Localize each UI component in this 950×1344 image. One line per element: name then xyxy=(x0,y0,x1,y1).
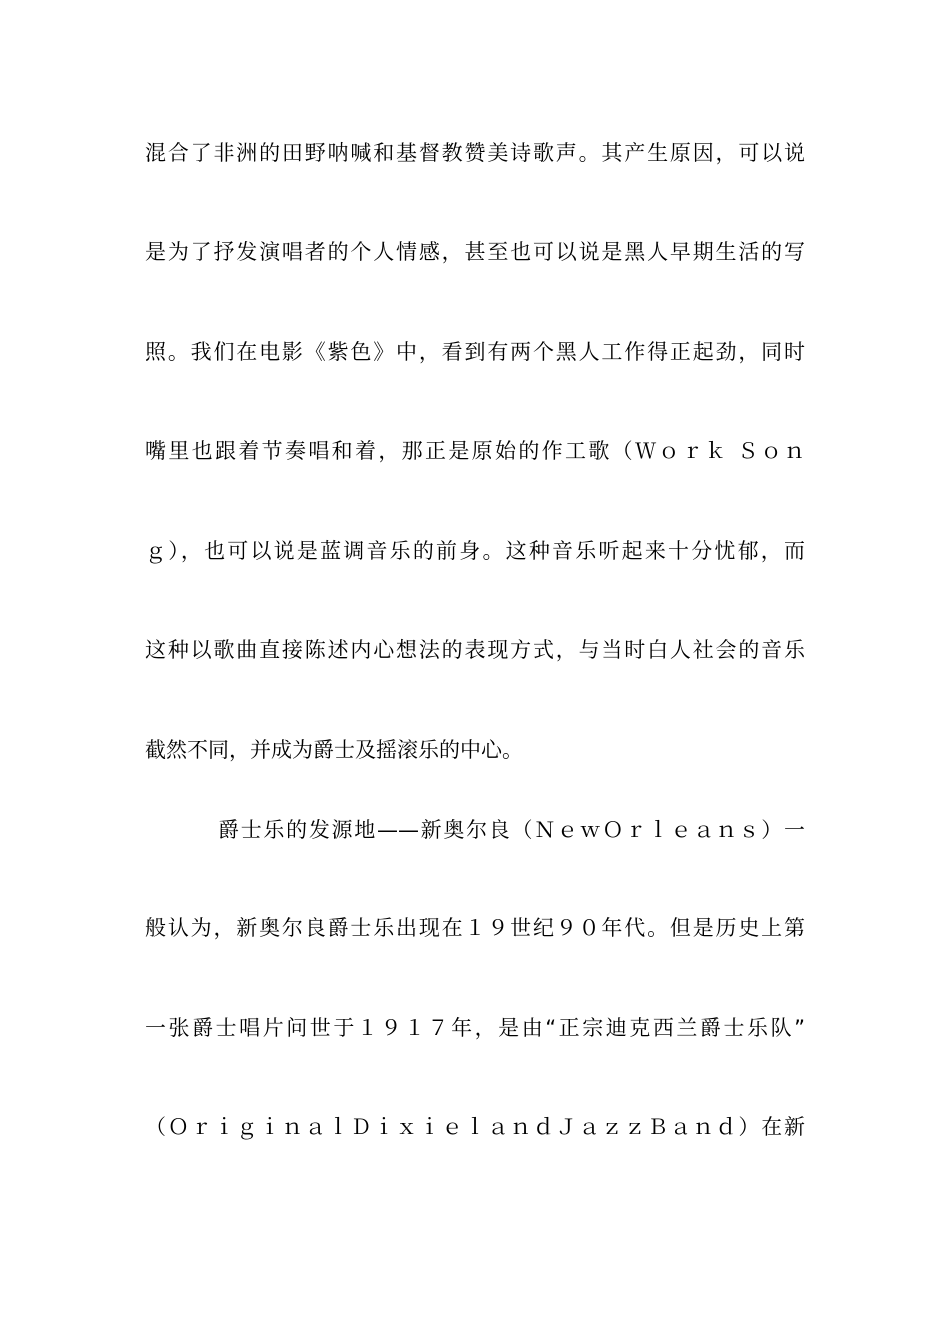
paragraph-line: 嘴里也跟着节奏唱和着，那正是原始的作工歌（Ｗｏｒｋ Ｓｏｎ xyxy=(145,439,805,463)
paragraph-line: 一张爵士唱片问世于１９１７年，是由“正宗迪克西兰爵士乐队” xyxy=(145,1016,805,1040)
paragraph-line: 是为了抒发演唱者的个人情感，甚至也可以说是黑人早期生活的写 xyxy=(145,240,805,264)
paragraph-line: （ＯｒｉｇｉｎａｌＤｉｘｉｅｌａｎｄＪａｚｚＢａｎｄ）在新 xyxy=(145,1115,805,1139)
paragraph-last-line: 截然不同，并成为爵士及摇滚乐的中心。 xyxy=(145,738,523,762)
paragraph-line: ｇ），也可以说是蓝调音乐的前身。这种音乐听起来十分忧郁，而 xyxy=(145,539,805,563)
paragraph-line: 这种以歌曲直接陈述内心想法的表现方式，与当时白人社会的音乐 xyxy=(145,638,805,662)
paragraph-line: 般认为，新奥尔良爵士乐出现在１９世纪９０年代。但是历史上第 xyxy=(145,916,805,940)
paragraph-first-line-indented: 爵士乐的发源地——新奥尔良（ＮｅｗＯｒｌｅａｎｓ）一 xyxy=(218,818,805,842)
paragraph-line: 照。我们在电影《紫色》中，看到有两个黑人工作得正起劲，同时 xyxy=(145,340,805,364)
paragraph-line: 混合了非洲的田野呐喊和基督教赞美诗歌声。其产生原因，可以说 xyxy=(145,141,805,165)
